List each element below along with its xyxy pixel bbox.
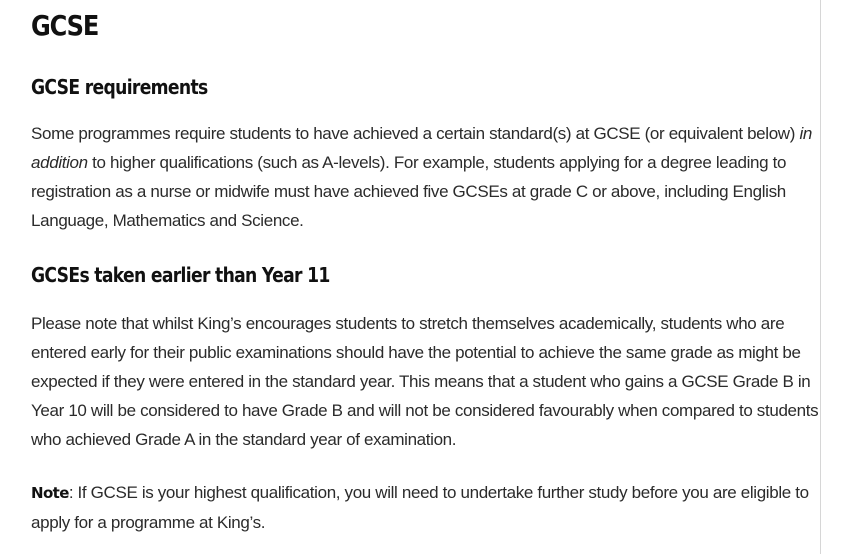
requirements-text-end: to higher qualifications (such as A-levels). For example, students applying for a degree leading to registration as a nurse or midwife must have achieved five GCSEs at grade C or above, including English Language, Mathematics and Science. [31, 153, 787, 230]
note-paragraph [31, 478, 831, 537]
gcse-requirements-paragraph [31, 119, 831, 235]
note-text: : If GCSE is your highest qualification, you will need to undertake further study before you are eligible to apply for a programme at King’s. [31, 483, 809, 532]
page-title: GCSE [31, 9, 99, 42]
gcse-requirements-heading: GCSE requirements [31, 75, 208, 99]
gcses-early-paragraph: Please note that whilst King’s encourages students to stretch themselves academically, students who are entered early for their public examinations should have the potential to achieve the same grade as might be expected if they were entered in the standard year. This means that a student who gains a GCSE Grade B in Year 10 will be considered to have Grade B and will not be considered favourably when compared to students who achieved Grade A in the standard year of examination. [31, 314, 819, 449]
requirements-emphasis: in addition [31, 124, 812, 172]
requirements-text-start: Some programmes require students to have achieved a certain standard(s) at GCSE (or equivalent below) [31, 124, 800, 143]
right-divider [820, 0, 821, 554]
note-label: Note [31, 484, 69, 502]
gcses-early-heading: GCSEs taken earlier than Year 11 [31, 263, 330, 287]
